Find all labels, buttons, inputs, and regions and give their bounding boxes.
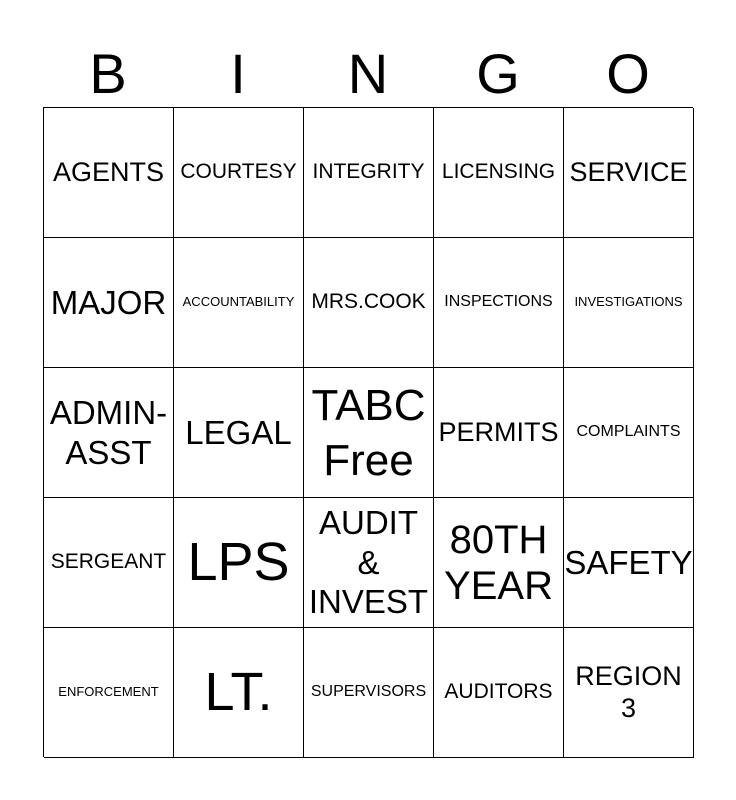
- bingo-cell-label: COMPLAINTS: [576, 423, 681, 441]
- bingo-cell-label: INTEGRITY: [312, 160, 425, 184]
- bingo-cell-label: COURTESY: [180, 160, 297, 184]
- bingo-cell-label: AGENTS: [52, 156, 165, 187]
- bingo-cell-label: LT.: [204, 662, 273, 723]
- bingo-cell-label: TABC Free: [311, 380, 426, 485]
- bingo-cell-label: ENFORCEMENT: [58, 684, 159, 700]
- bingo-cell-r2-c2[interactable]: [174, 238, 304, 368]
- bingo-cell-label: SERVICE: [569, 156, 688, 187]
- bingo-cell-label: MAJOR: [50, 283, 167, 321]
- header-letter-i: I: [230, 42, 246, 105]
- bingo-cell-r4-c2[interactable]: [174, 498, 304, 628]
- bingo-cell-label: ADMIN- ASST: [49, 393, 168, 471]
- bingo-cell-r3-c5[interactable]: [564, 368, 694, 498]
- bingo-cell-label: ACCOUNTABILITY: [182, 294, 295, 310]
- bingo-cell-label: LPS: [187, 532, 290, 593]
- bingo-cell-label: INSPECTIONS: [444, 293, 553, 311]
- bingo-cell-r1-c2[interactable]: [174, 108, 304, 238]
- bingo-cell-r5-c5[interactable]: [564, 628, 694, 758]
- bingo-cell-label: SUPERVISORS: [310, 683, 427, 701]
- bingo-cell-r4-c1[interactable]: [44, 498, 174, 628]
- bingo-cell-r3-c4[interactable]: [434, 368, 564, 498]
- bingo-cell-r4-c4[interactable]: [434, 498, 564, 628]
- bingo-cell-r2-c3[interactable]: [304, 238, 434, 368]
- bingo-cell-r2-c1[interactable]: [44, 238, 174, 368]
- bingo-cell-label: PERMITS: [438, 416, 559, 447]
- bingo-cell-r1-c1[interactable]: [44, 108, 174, 238]
- header-letter-b: B: [89, 42, 127, 105]
- bingo-cell-r1-c4[interactable]: [434, 108, 564, 238]
- bingo-cell-label: INVESTIGATIONS: [574, 294, 683, 310]
- bingo-cell-r1-c5[interactable]: [564, 108, 694, 238]
- bingo-cell-r5-c4[interactable]: [434, 628, 564, 758]
- bingo-cell-label: AUDIT & INVEST: [308, 504, 429, 621]
- bingo-cell-label: REGION 3: [575, 661, 682, 723]
- bingo-cell-r4-c3[interactable]: [304, 498, 434, 628]
- bingo-cell-label: SERGEANT: [50, 550, 167, 574]
- bingo-cell-r3-c1[interactable]: [44, 368, 174, 498]
- bingo-cell-label: LICENSING: [441, 160, 556, 184]
- bingo-cell-label: 80TH YEAR: [444, 517, 553, 608]
- bingo-cell-r1-c3[interactable]: [304, 108, 434, 238]
- bingo-cell-label: SAFETY: [564, 543, 693, 581]
- header-letter-n: N: [347, 42, 389, 105]
- bingo-cell-r4-c5[interactable]: [564, 498, 694, 628]
- bingo-cell-r3-c3[interactable]: [304, 368, 434, 498]
- bingo-cell-r3-c2[interactable]: [174, 368, 304, 498]
- bingo-cell-r2-c5[interactable]: [564, 238, 694, 368]
- bingo-cell-r5-c1[interactable]: [44, 628, 174, 758]
- bingo-cell-r5-c3[interactable]: [304, 628, 434, 758]
- bingo-cell-label: AUDITORS: [444, 680, 553, 704]
- header-letter-g: G: [476, 42, 520, 105]
- bingo-cell-label: MRS.COOK: [311, 290, 426, 314]
- bingo-cell-r2-c4[interactable]: [434, 238, 564, 368]
- bingo-card-grid: [43, 107, 693, 757]
- bingo-cell-label: LEGAL: [185, 413, 292, 451]
- bingo-cell-r5-c2[interactable]: [174, 628, 304, 758]
- bingo-header: [43, 40, 693, 108]
- header-letter-o: O: [606, 42, 650, 105]
